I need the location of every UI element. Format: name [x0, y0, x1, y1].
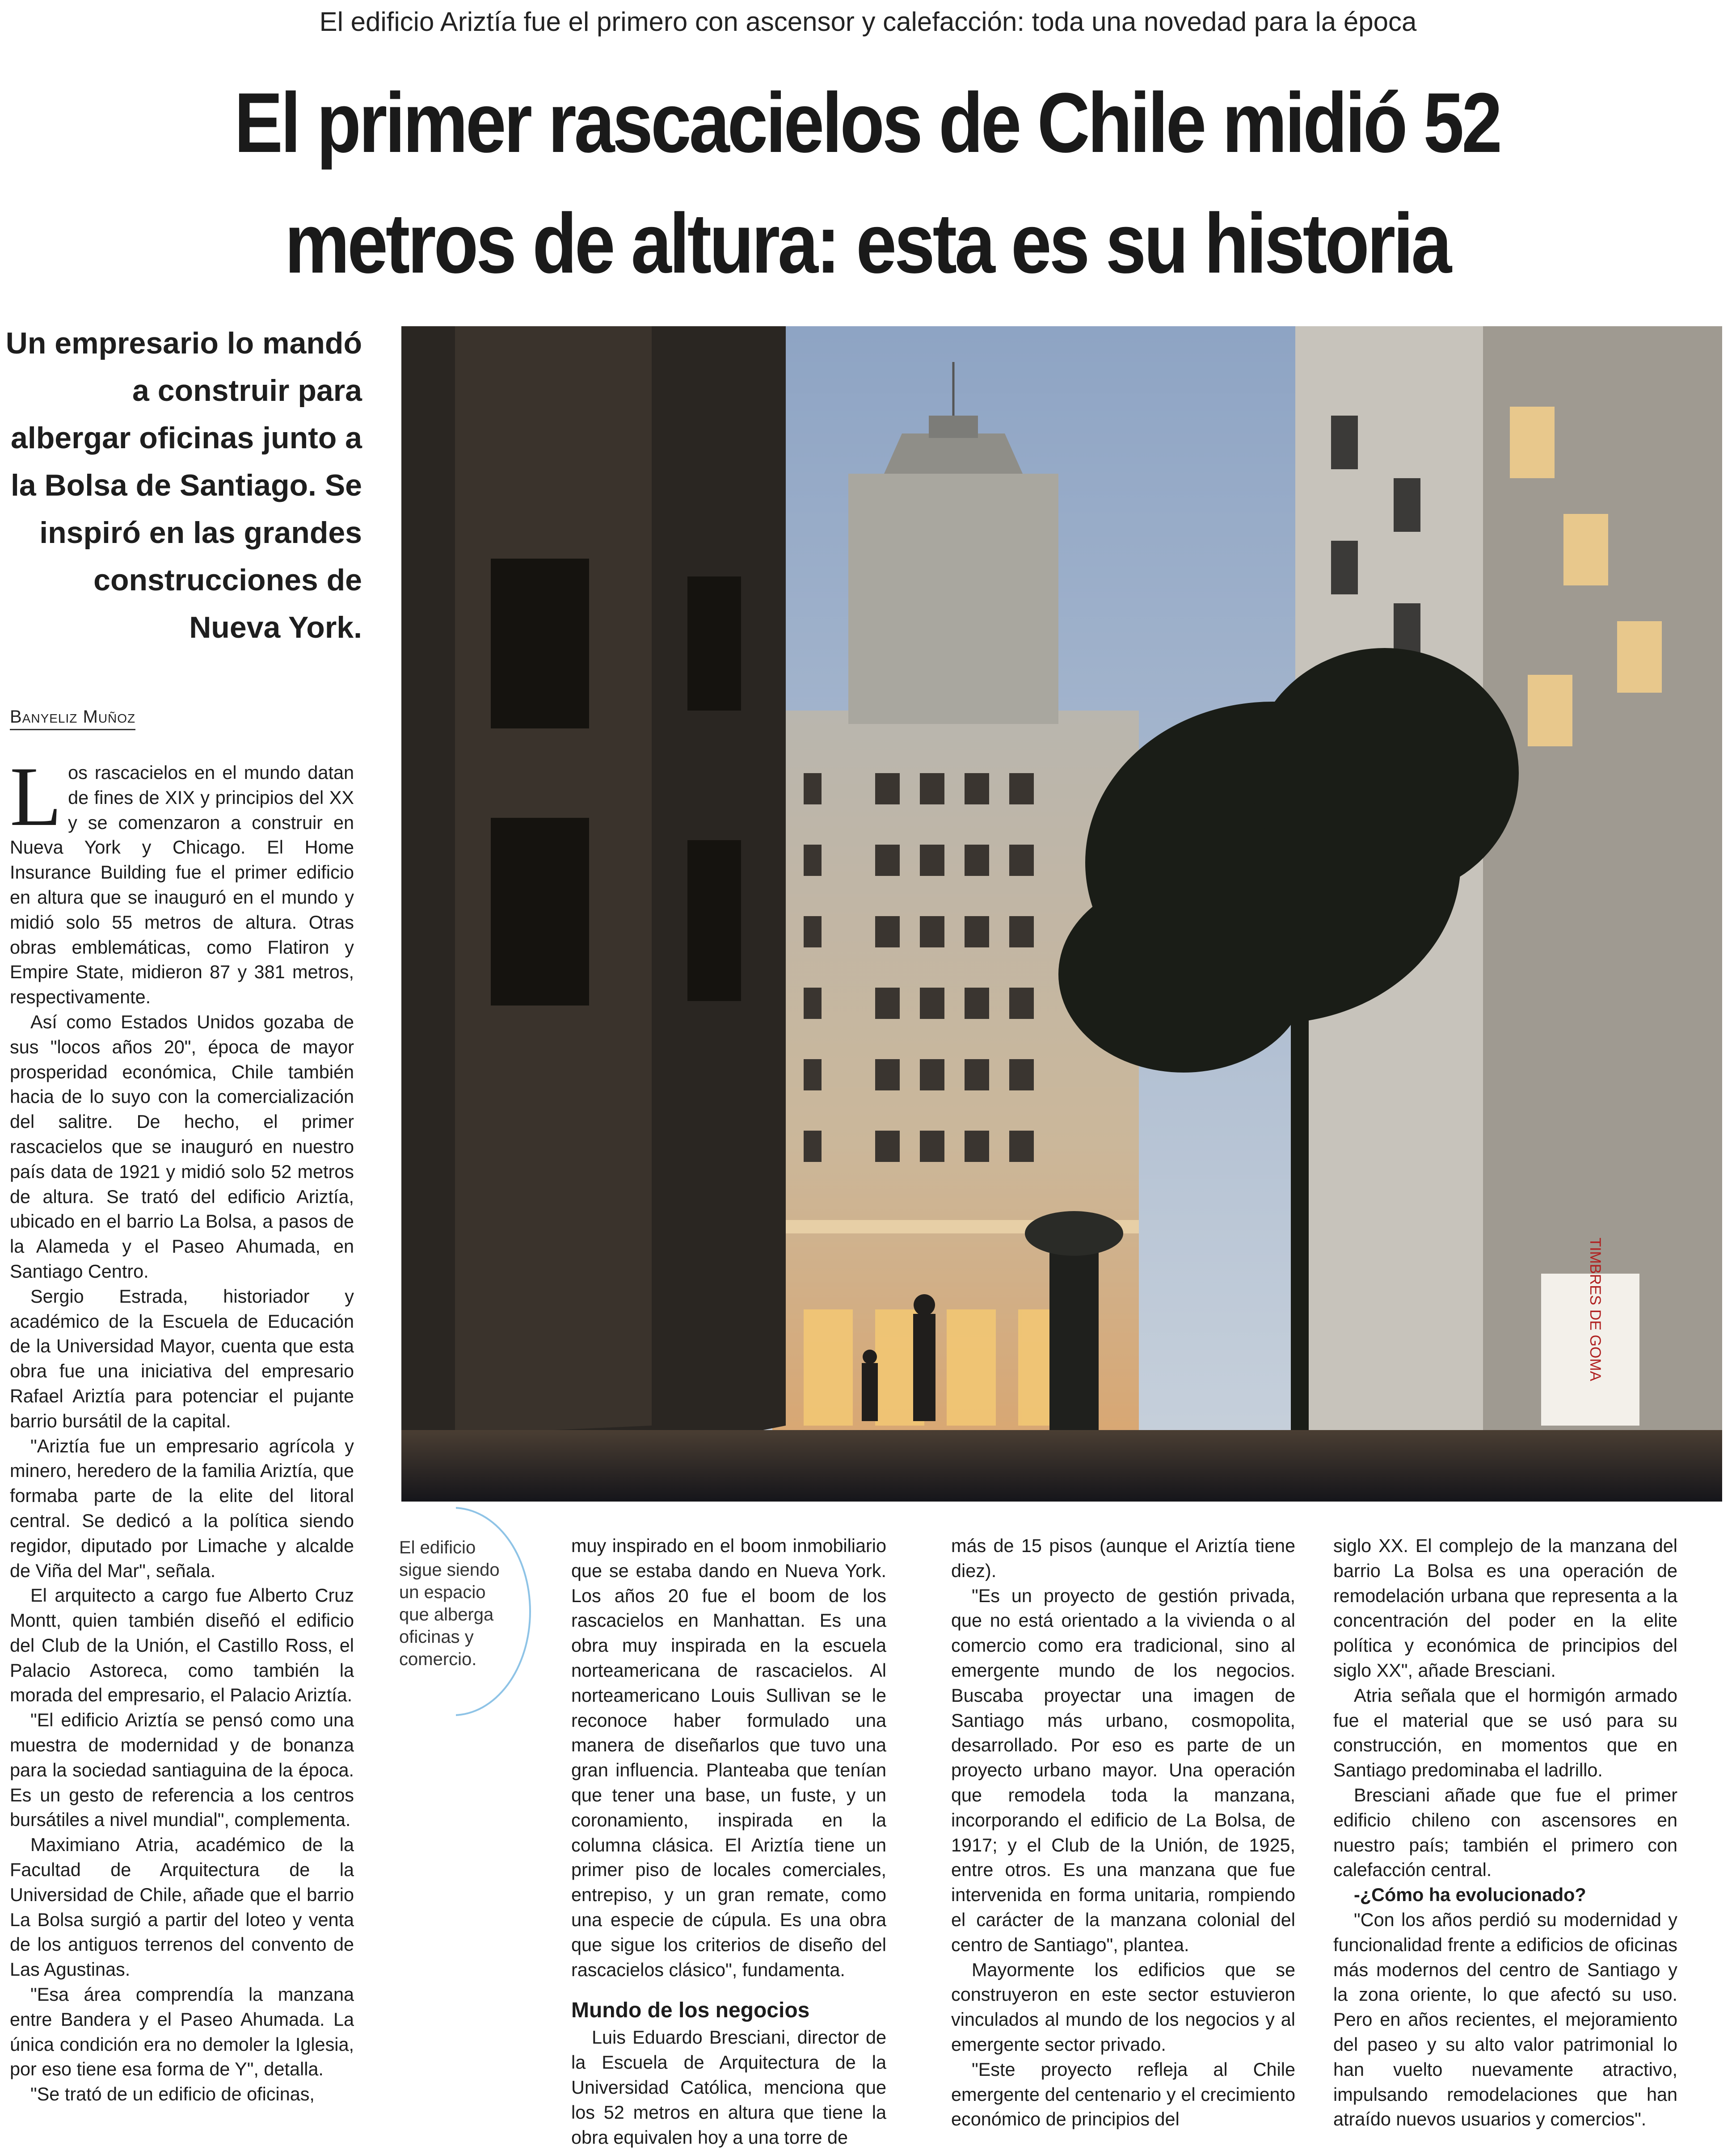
paragraph: más de 15 pisos (aunque el Ariztía tiene diez). — [951, 1536, 1295, 1581]
column-3 — [951, 1534, 1295, 2132]
subheading: Mundo de los negocios — [571, 1999, 810, 2023]
paragraph: muy inspirado en el boom inmobiliario que se estaba dando en Nueva York. Los años 20 fue el boom de los rascacielos en Manhattan. Es una obra muy inspirada en la escuela norteamericana de rascacielos. Al norteamericano Louis Sullivan se le reconoce haber formulado una manera de diseñarlos que tuvo una gran influencia. Planteaba que tenían que tener una base, un fuste, y un coronamiento, inspirada en la columna clásica. El Ariztía tiene un primer piso de locales comerciales, entrepiso, y un gran remate, como una especie de cúpula. Es una obra que sigue los criterios de diseño del rascacielos clásico", fundamenta. — [571, 1536, 886, 1980]
paragraph: "Esa área comprendía la manzana entre Bandera y el Paseo Ahumada. La única condición era no demoler la Iglesia, por eso tiene esa forma de Y", detalla. — [10, 1984, 354, 2080]
photo-illustration — [401, 326, 1722, 1502]
paragraph: Sergio Estrada, historiador y académico de la Escuela de Educación de la Universidad Mayor, cuenta que esta obra fue una iniciativa del empresario Rafael Ariztía para potenciar el pujante barrio bursátil de la capital. — [10, 1286, 354, 1431]
headline — [137, 63, 1597, 304]
paragraph: Atria señala que el hormigón armado fue el material que se usó para su construcción, en momentos que en Santiago predominaba el ladrillo. — [1333, 1685, 1677, 1781]
paragraph: Bresciani añade que fue el primer edificio chileno con ascensores en nuestro país; también el primero con calefacción central. — [1333, 1784, 1677, 1881]
paragraph: "Es un proyecto de gestión privada, que no está orientado a la vivienda o al comercio como era tradicional, sino al emergente mundo de los negocios. Buscaba proyectar una imagen de Santiago más urbano, cosmopolita, desarrollado. Por eso es parte de un proyecto urbano mayor. Una operación que remodela toda la manzana, incorporando el edificio de La Bolsa, de 1917; y el Club de la Unión, de 1925, entre otros. Es una manzana que fue intervenida en forma unitaria, rompiendo el carácter de la manzana colonial del centro de Santiago", plantea. — [951, 1585, 1295, 1955]
paragraph: "Se trató de un edificio de oficinas, — [30, 2084, 315, 2105]
paragraph: Mayormente los edificios que se construyeron en este sector estuvieron vinculados al mundo de los negocios y al emergente sector privado. — [951, 1959, 1295, 2055]
paragraph: "Este proyecto refleja al Chile emergente del centenario y el crecimiento económico de principios del — [951, 2059, 1295, 2130]
deck: Un empresario lo mandó a construir para albergar oficinas junto a la Bolsa de Santiago. Se inspiró en las grandes construcciones de Nueva York. — [5, 326, 362, 644]
paragraph: siglo XX. El complejo de la manzana del barrio La Bolsa es una operación de remodelación urbana que representa a la concentración del poder en la elite política y económica de principios del siglo XX", añade Bresciani. — [1333, 1536, 1677, 1681]
paragraph: "Con los años perdió su modernidad y funcionalidad frente a edificios de oficinas más modernos del centro de Santiago y la zona oriente, lo que afectó su uso. Pero en años recientes, el mejoramiento del paseo y su alto valor patrimonial lo han vuelto nuevamente atractivo, impulsando remodelaciones que han atraído nuevos usuarios y comercios". — [1333, 1909, 1677, 2130]
column-4 — [1333, 1534, 1677, 2132]
paragraph: El arquitecto a cargo fue Alberto Cruz Montt, quien también diseñó el edificio del Club de la Unión, el Castillo Ross, el Palacio Astoreca, como también la morada del empresario, el Palacio Ariztía. — [10, 1585, 354, 1706]
paragraph-text: os rascacielos en el mundo datan de fines de XIX y principios del XX y se comenzaron a construir en Nueva York y Chicago. El Home Insurance Building fue el primer edificio en altura que se inauguró en el mundo y midió solo 55 metros de altura. Otras obras emblemáticas, como Flatiron y Empire State, midieron 87 y 381 metros, respectivamente. — [10, 762, 354, 1008]
headline-line-2: metros de altura: esta es su historia — [284, 196, 1450, 291]
column-2 — [571, 1534, 886, 2150]
headline-line-1: El primer rascacielos de Chile midió 52 — [234, 76, 1500, 170]
question-heading: -¿Cómo ha evolucionado? — [1354, 1885, 1586, 1906]
sign-text: TIMBRES DE GOMA — [1587, 1237, 1604, 1381]
paragraph: Así como Estados Unidos gozaba de sus "locos años 20", época de mayor prosperidad económica, Chile también hacia de lo suyo con la comercialización del salitre. De hecho, el primer rascacielos que se inauguró en nuestro país data de 1921 y midió solo 52 metros de altura. Se trató del edificio Ariztía, ubicado en el barrio La Bolsa, a pasos de la Alameda y el Paseo Ahumada, en Santiago Centro. — [10, 1011, 354, 1282]
drop-cap: L — [10, 750, 62, 844]
paragraph: "Ariztía fue un empresario agrícola y minero, heredero de la familia Ariztía, que formaba parte de la elite del litoral central. Se dedicó a la política siendo regidor, diputado por Limache y alcalde de Viña del Mar", señala. — [10, 1435, 354, 1581]
paragraph: Luis Eduardo Bresciani, director de la Escuela de Arquitectura de la Universidad Católica, menciona que los 52 metros en altura que tiene la obra equivalen hoy a una torre de — [571, 2027, 886, 2148]
byline: Banyeliz Muñoz — [10, 707, 135, 730]
photo-caption: El edificio sigue siendo un espacio que alberga oficinas y comercio. — [399, 1538, 500, 1669]
building-photo — [401, 326, 1722, 1502]
column-1 — [10, 750, 354, 2107]
paragraph — [10, 750, 354, 1010]
kicker: El edificio Ariztía fue el primero con ascensor y calefacción: toda una novedad para la época — [319, 7, 1417, 37]
paragraph: Maximiano Atria, académico de la Facultad de Arquitectura de la Universidad de Chile, añade que el barrio La Bolsa surgió a partir del loteo y venta de los antiguos terrenos del convento de Las Agustinas. — [10, 1834, 354, 1980]
paragraph: "El edificio Ariztía se pensó como una muestra de modernidad y de bonanza para la sociedad santiaguina de la época. Es un gesto de referencia a los centros bursátiles a nivel mundial", complementa. — [10, 1710, 354, 1830]
